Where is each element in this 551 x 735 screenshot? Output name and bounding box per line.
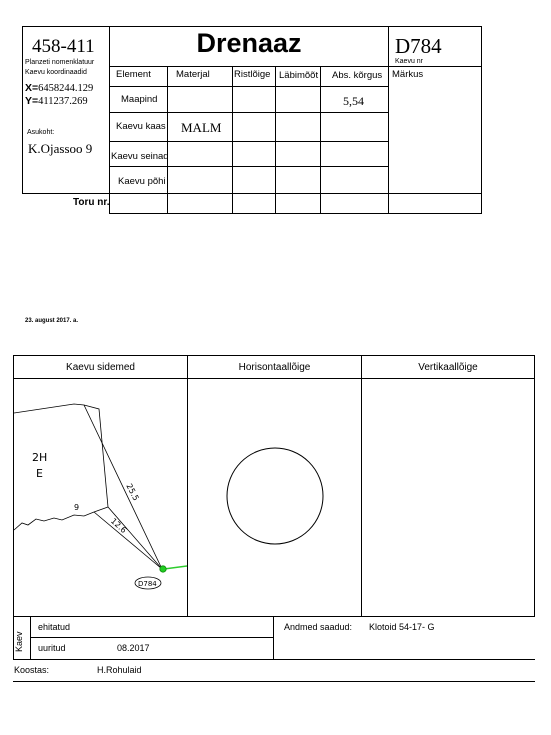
well-number: D784 xyxy=(395,34,442,58)
col-header-notes: Märkus xyxy=(392,69,424,80)
section-vertical-title: Vertikaallõige xyxy=(418,362,478,373)
parcel-boundary xyxy=(14,404,162,569)
well-label: D784 xyxy=(138,580,157,588)
row-element-ground: Maapind xyxy=(121,94,158,105)
tie-line xyxy=(164,566,187,569)
coord-x xyxy=(25,82,93,94)
corner-label: 9 xyxy=(74,503,80,512)
col-header-material: Materjal xyxy=(176,69,210,80)
coord-x-label: X= xyxy=(25,82,39,94)
row-element-cover: Kaevu kaas xyxy=(116,121,166,132)
row-element-walls: Kaevu seinad xyxy=(111,151,169,162)
document-title: Drenaaz xyxy=(196,28,302,58)
data-source-label: Andmed saadud: xyxy=(284,622,353,632)
parcel-label-line1: 2H xyxy=(32,451,48,464)
col-header-element: Element xyxy=(116,69,151,80)
row-element-bottom: Kaevu põhi xyxy=(118,176,166,187)
well-marker xyxy=(160,566,166,572)
coord-y-label: Y= xyxy=(25,95,39,107)
col-header-diameter: Läbimõõt xyxy=(279,70,319,81)
section-horizontal-title: Horisontaallõige xyxy=(238,362,311,373)
coord-x-value: 6458244.129 xyxy=(38,83,94,94)
coord-y xyxy=(25,95,88,107)
links-sketch xyxy=(14,379,187,615)
parcel-label-line2: E xyxy=(36,467,43,480)
row-abs-height-ground: 5,54 xyxy=(343,94,364,108)
lower-boundary xyxy=(14,507,108,530)
distance-long-label: 25.5 xyxy=(124,482,141,503)
nomenclature-caption: Planzeti nomenklatuur xyxy=(25,59,95,66)
col-header-cross-section: Ristlõige xyxy=(234,69,271,80)
surveyed-value: 08.2017 xyxy=(117,643,150,653)
measure-line-short xyxy=(94,512,162,569)
coords-caption: Kaevu koordinaadid xyxy=(25,69,87,76)
surveyed-label: uuritud xyxy=(38,643,66,653)
compiled-value: H.Rohulaid xyxy=(97,665,142,675)
well-number-caption: Kaevu nr xyxy=(395,58,424,65)
data-source-value: Klotoid 54-17- G xyxy=(369,622,435,632)
col-header-abs-height: Abs. kõrgus xyxy=(332,70,383,81)
location-value: K.Ojassoo 9 xyxy=(28,141,93,156)
well-outline-circle xyxy=(227,448,323,544)
row-material-cover: MALM xyxy=(181,120,222,135)
compiled-label: Koostas: xyxy=(14,665,50,675)
pipe-label: Toru nr. xyxy=(73,197,110,208)
distance-short-label: 12.6 xyxy=(108,516,129,536)
section-links-title: Kaevu sidemed xyxy=(66,362,135,373)
date-text: 23. august 2017. a. xyxy=(25,318,79,324)
location-caption: Asukoht: xyxy=(27,129,55,136)
measure-line-long xyxy=(84,405,162,569)
established-label: ehitatud xyxy=(38,622,71,632)
nomenclature-number: 458-411 xyxy=(32,36,95,57)
horizontal-section-drawing xyxy=(188,379,361,615)
side-label: Kaev xyxy=(14,631,24,652)
coord-y-value: 411237.269 xyxy=(38,96,88,107)
